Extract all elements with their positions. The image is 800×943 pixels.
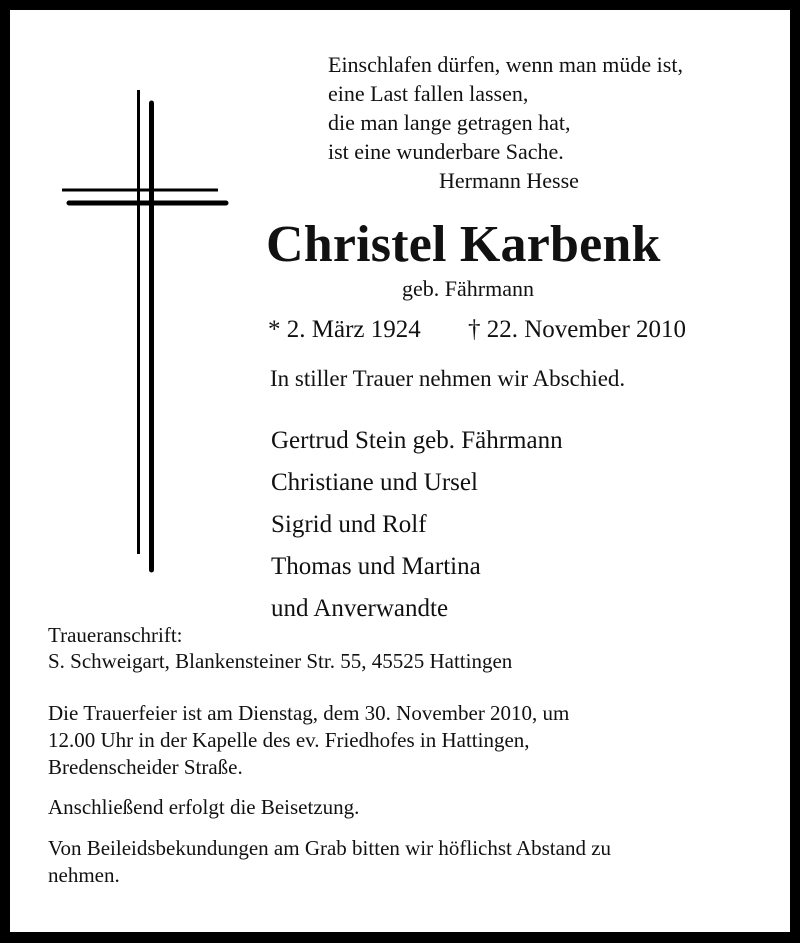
death-date: † 22. November 2010: [468, 316, 687, 343]
birth-date: * 2. März 1924: [268, 316, 421, 343]
quote-line: die man lange getragen hat,: [328, 110, 571, 135]
quote-line: eine Last fallen lassen,: [328, 81, 529, 106]
service-line: Bredenscheider Straße.: [48, 755, 243, 779]
service-info: [48, 700, 569, 781]
condolences-line: nehmen.: [48, 863, 120, 887]
farewell-text: In stiller Trauer nehmen wir Abschied.: [270, 366, 626, 391]
quote-author: Hermann Hesse: [439, 168, 579, 193]
mourners-list: [271, 420, 563, 630]
condolences-note: [48, 835, 611, 889]
cross-icon: [10, 10, 270, 610]
mourning-address: [48, 622, 512, 674]
mourner: Christiane und Ursel: [271, 469, 478, 496]
maiden-name: geb. Fährmann: [402, 276, 534, 301]
burial-info: Anschließend erfolgt die Beisetzung.: [48, 795, 360, 819]
condolences-line: Von Beileidsbekundungen am Grab bitten wir höflichst Abstand zu: [48, 836, 612, 860]
service-line: 12.00 Uhr in der Kapelle des ev. Friedhofes in Hattingen,: [48, 728, 530, 752]
quote-line: ist eine wunderbare Sache.: [328, 139, 564, 164]
mourner: und Anverwandte: [271, 595, 449, 622]
obituary-card: [10, 10, 790, 932]
quote-line: Einschlafen dürfen, wenn man müde ist,: [328, 52, 683, 77]
quote: [328, 50, 683, 166]
deceased-name: Christel Karbenk: [266, 216, 661, 273]
address-label: Traueranschrift:: [48, 623, 183, 647]
address-value: S. Schweigart, Blankensteiner Str. 55, 45525 Hattingen: [48, 649, 513, 673]
mourner: Thomas und Martina: [271, 553, 481, 580]
service-line: Die Trauerfeier ist am Dienstag, dem 30. November 2010, um: [48, 701, 570, 725]
mourner: Sigrid und Rolf: [271, 511, 427, 538]
mourner: Gertrud Stein geb. Fährmann: [271, 427, 563, 454]
